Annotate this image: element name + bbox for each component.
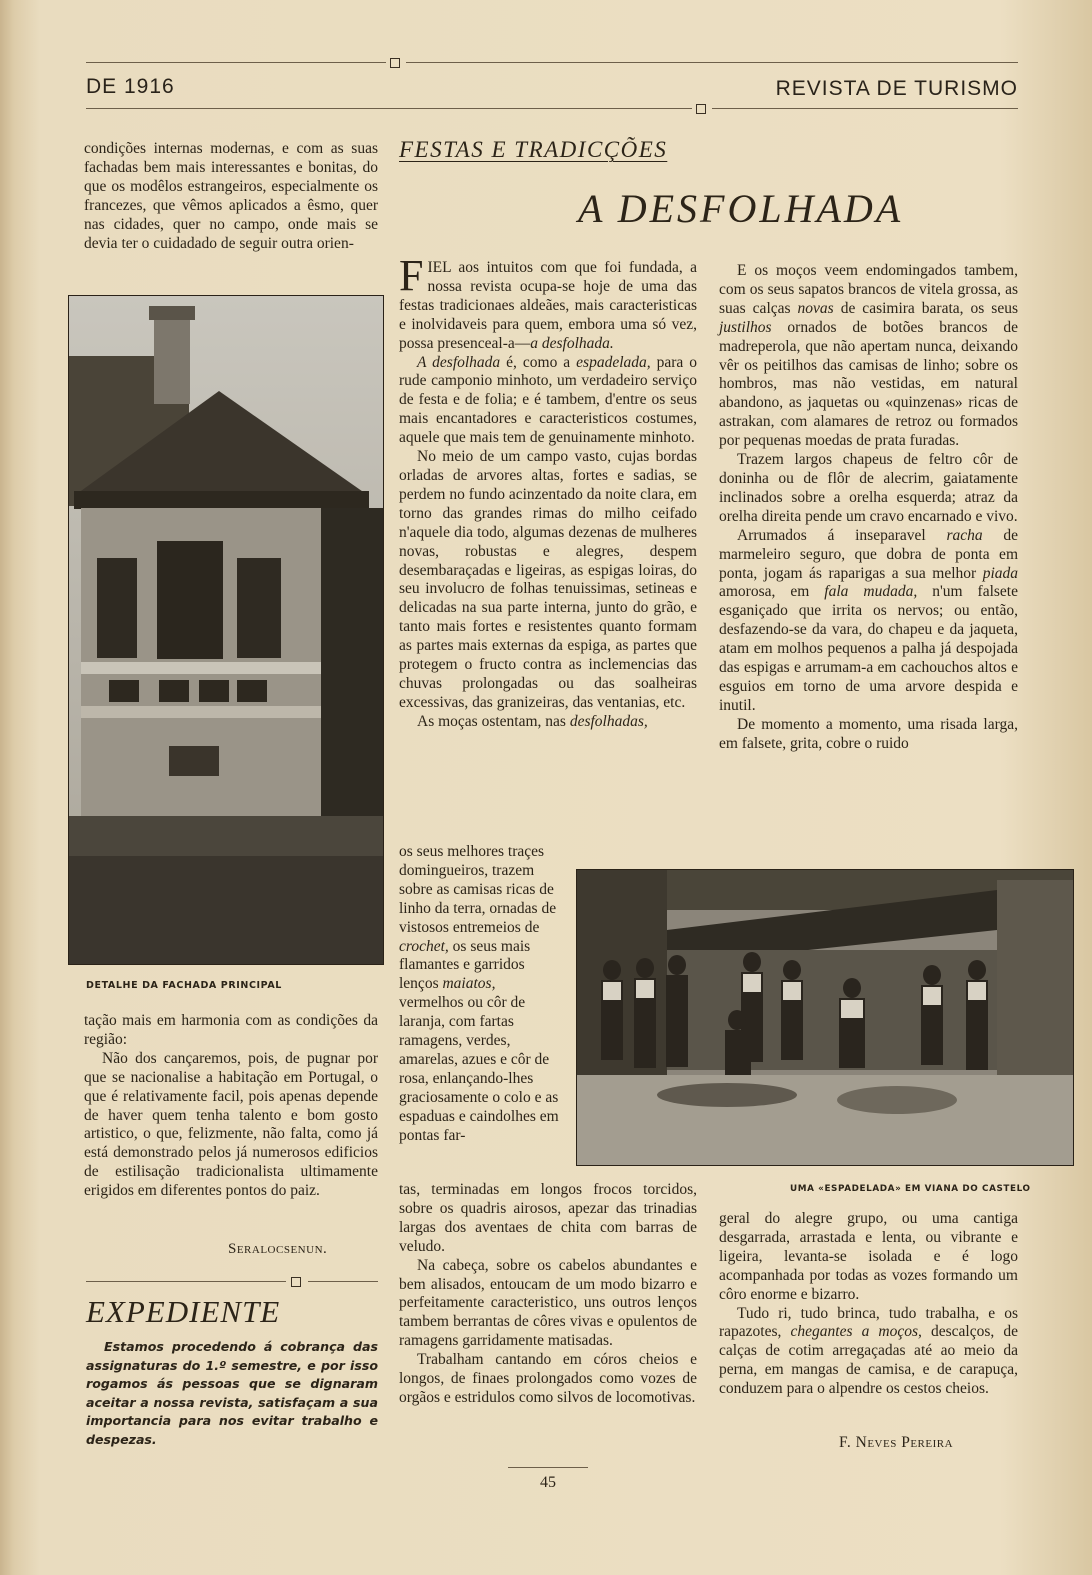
header-lower-rule-left (86, 108, 692, 109)
facade-photo (68, 295, 384, 965)
article-wrap-text: os seus melhores traçes domingueiros, trazem sobre as camisas ricas de linho da terra, ornadas de vistosos entremeios de crochet, os seus mais flamantes e garridos lenços maiatos, vermelhos ou côr de laranja, com fartas ramagens, verdes, amarelas, azues e côr de rosa, enlançando-lhes graciosamente o colo e as espaduas e caindolhes em pontas far- (399, 843, 559, 1144)
article-middle-top: FIEL aos intuitos com que foi fundada, a nossa revista ocupa-se hoje de uma das festas tradicionaes aldeães, mais caracteristicas e inolvidaveis para quem, embora uma só vez, possa presenceal-a—a desfolhada. A desfolhada é, como a espadelada, para o rude camponio minhoto, um verdadeiro serviço de festa e de folia; e é tambem, d'entre os seus mais encantadores e caracteristicos costumes, aquele que mais tem de genuinamente minhoto. No meio de um campo vasto, cujas bordas orladas de arvores altas, fortes e sadias, se perdem no fundo acinzentado da noite clara, em torno das grandes rimas do milho ceifado n'aquele dia todo, algumas dezenas de mulheres novas, robustas e alegres, despem desembaraçadas e ligeiras, as espigas loiras, do seu involucro de folhas tenuissimas, setineas e delicadas na sua parte interna, junto do grão, e tanto mais fortes e resistentes quanto formam as partes mais externas da espiga, as partes que protegem o fructo contra as inclemencias das chuvas prolongadas ou das soalheiras excessivas, das granizeiras, das ventanias, etc. As moças ostentam, nas desfolhadas, (399, 251, 698, 730)
header-left: DE 1916 (86, 75, 175, 98)
expediente-rule-left (86, 1281, 286, 1282)
left-signature: Seralocsenun. (228, 1241, 328, 1257)
header-right: REVISTA DE TURISMO (775, 77, 1018, 100)
header-rule-left (86, 62, 386, 63)
header-rule-right (406, 62, 1018, 63)
page-number: 45 (540, 1474, 556, 1491)
left-continuation-text: tação mais em harmonia com as condições da região: Não dos cançaremos, pois, de pugnar por que se nacionalise a habitação em Portugal, o que é relativamente facil, pois apenas depende de haver quem tenha talento e bom gosto artistico, o que, felizmente, não falta, como já está demonstrado pelos já numerosos edificios de estilisação tradicionalista ultimamente erigidos em diferentes pontos do paiz. (84, 1012, 378, 1200)
group-illustration (577, 870, 1073, 1165)
facade-illustration (69, 296, 383, 964)
expediente-body: Estamos procedendo á cobrança das assignaturas do 1.º semestre, e por isso rogamos ás pessoas que se dignaram aceitar a nossa revista, satisfaçam a sua importancia para nos evitar trabalho e despezas. (86, 1339, 378, 1447)
expediente-title: EXPEDIENTE (86, 1294, 281, 1329)
ornament-square (696, 104, 706, 114)
article-right-top: E os moços veem endomingados tambem, com os seus sapatos brancos de vitela grossa, as suas calças novas de casimira barata, os seus justilhos ornados de botões brancos de madreperola, que não apertam nunca, deixando vêr os peitilhos das camisas de linho; sobre os hombros, mas não vestidas, em natural abandono, as jaquetas ou «quinzenas» ricas de astrakan, com alamares de retroz ou formados por pequenas moedas de prata furadas. Trazem largos chapeus de feltro côr de doninha ou de flôr de alecrim, gaiatamente inclinados sobre a orelha esquerda; atraz da orelha direita pende um cravo encarnado e vivo. Arrumados á inseparavel racha de marmeleiro seguro, que dobra de ponta em ponta, jogam ás raparigas a sua melhor piada amorosa, em fala mudada, n'um falsete esganiçado que irrita os nervos; ou então, desfazendo-se da vara, do chapeu e da jaqueta, atam em molhos pequenos a palha já despojada das espigas e arrumam-a em cachouchos altos e esguios em torno de uma arvore despida e inutil. De momento a momento, uma risada larga, em falsete, grita, cobre o ruido (719, 262, 1018, 752)
page-number-rule (508, 1467, 588, 1468)
drop-cap: F (399, 251, 424, 300)
section-heading: FESTAS E TRADICÇÕES (399, 137, 668, 162)
article-right-bottom: geral do alegre grupo, ou uma cantiga desgarrada, arrastada e lenta, ou vibrante e ligeira, levanta-se isolada e é logo acompanhada por todas as vozes formando um côro enorme e bizarro. Tudo ri, tudo brinca, tudo trabalha, e os rapazotes, chegantes a moços, descalços, de calças de cotim arregaçadas até ao meio da perna, em mangas de camisa, e de carapuça, conduzem para o alpendre os cestos cheios. (719, 1210, 1018, 1398)
ornament-square (291, 1277, 301, 1287)
article-middle-bottom: tas, terminadas em longos frocos torcidos, sobre os quadris airosos, apezar das trinadias largas dos aventaes de chita com barras de veludo. Na cabeça, sobre os cabelos abundantes e bem alisados, entoucam de um modo bizarro e perfeitamente caracteristico, uns outros lenços tambem berrantas de côres vivas e opulentos de ramagens garridamente matisadas. Trabalham cantando em córos cheios e longos, de finaes prolongados como vozes de orgãos e estridulos como silvos de locomotivas. (399, 1181, 697, 1406)
left-intro-text: condições internas modernas, e com as suas fachadas bem mais interessantes e bonitas, do que os modêlos estrangeiros, especialmente os francezes, que vêmos aplicados a êsmo, quer nas cidades, quer no campo, onde mais se devia ter o cuidadado de seguir outra orien- (84, 140, 378, 252)
espadelada-photo (576, 869, 1074, 1166)
article-author: F. Neves Pereira (839, 1434, 954, 1451)
article-title: A DESFOLHADA (578, 186, 904, 231)
espadelada-photo-caption: UMA «ESPADELADA» EM VIANA DO CASTELO (790, 1184, 1031, 1194)
ornament-square (390, 58, 400, 68)
header-lower-rule-right (712, 108, 1018, 109)
expediente-rule-right (308, 1281, 378, 1282)
facade-photo-caption: DETALHE DA FACHADA PRINCIPAL (86, 980, 282, 991)
